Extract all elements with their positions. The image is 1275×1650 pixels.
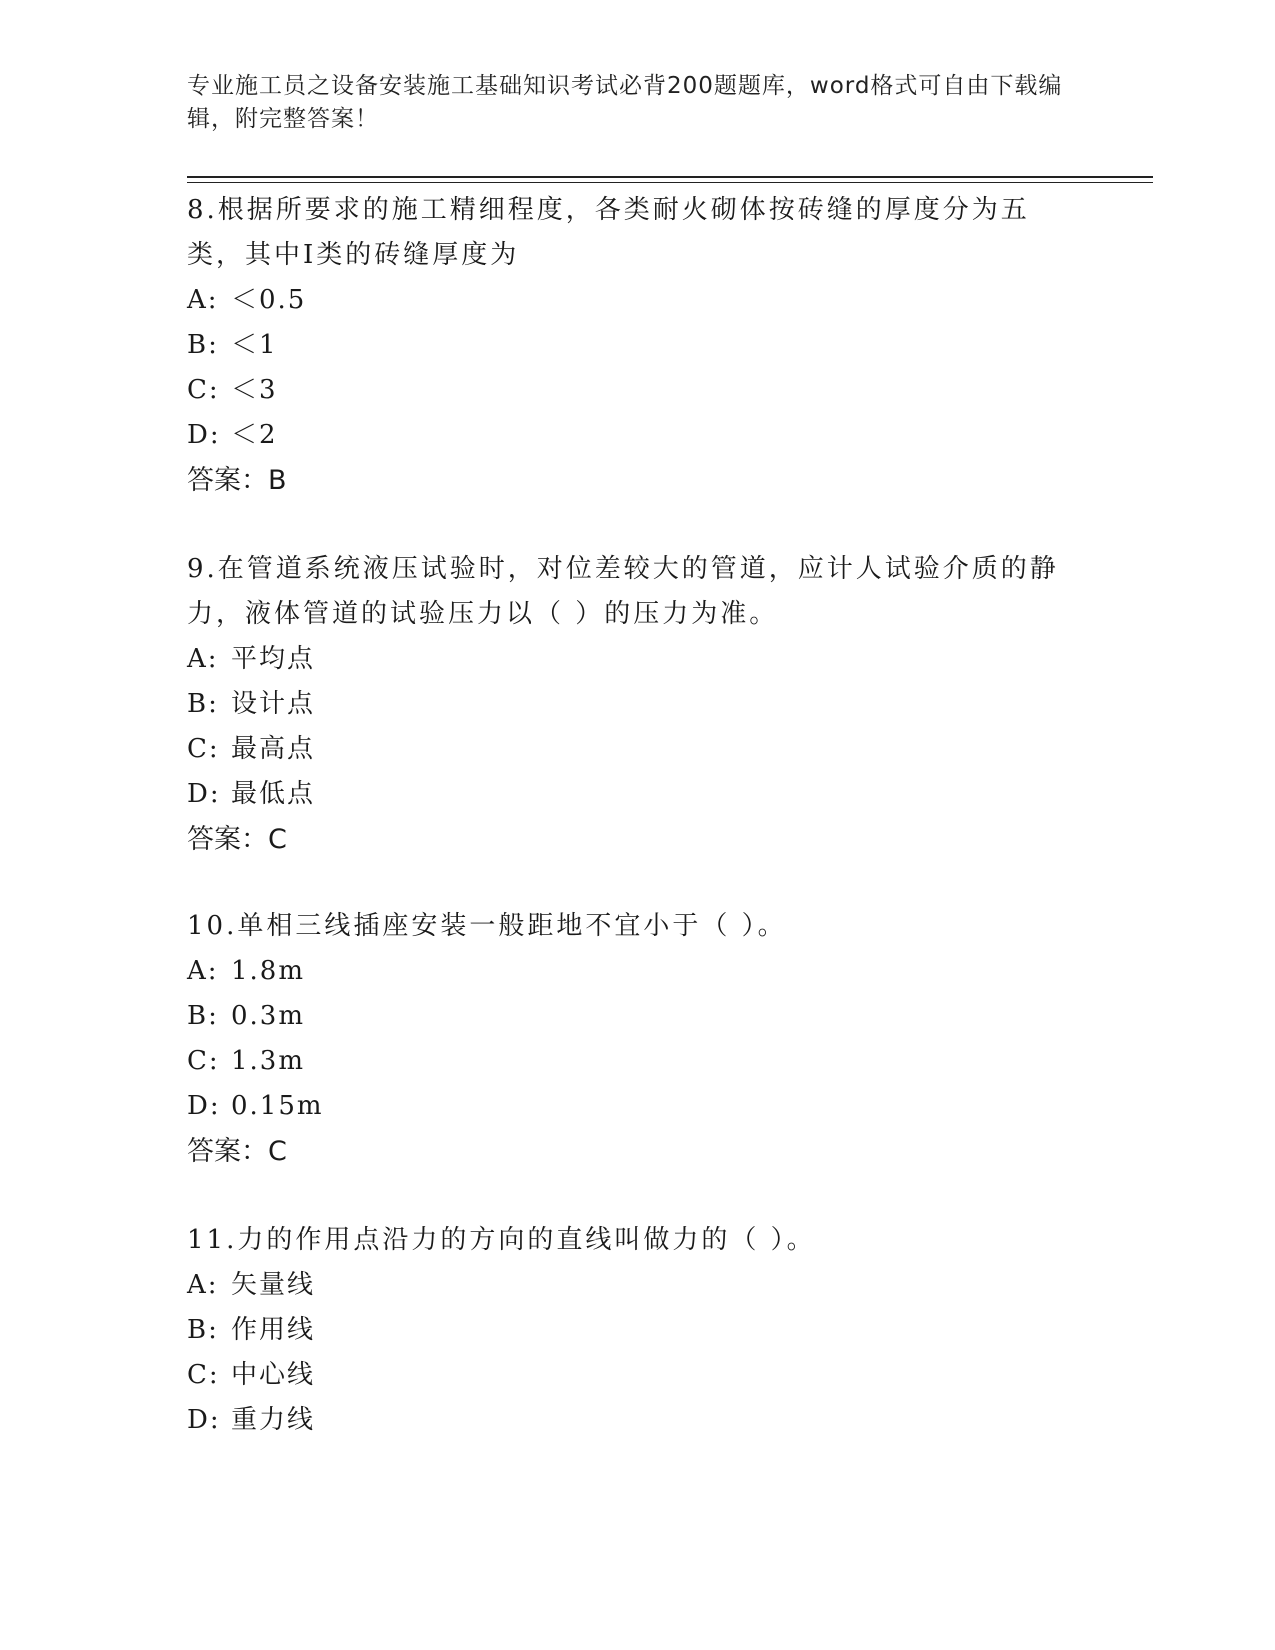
option-d: D: 重力线: [187, 1405, 316, 1435]
answer-line: 答案：C: [187, 824, 287, 855]
option-b: B: 0.3m: [187, 1001, 306, 1031]
question-9: [187, 547, 1067, 862]
question-11: [187, 1218, 1067, 1443]
option-c: C: 1.3m: [187, 1046, 306, 1076]
option-a: A: ＜0.5: [187, 285, 307, 315]
option-a: A: 平均点: [187, 644, 316, 674]
header-divider-thin: [187, 182, 1153, 183]
option-c: C: 中心线: [187, 1360, 316, 1390]
option-d: D: ＜2: [187, 420, 278, 450]
question-10: [187, 904, 1067, 1174]
header-divider-thick: [187, 176, 1153, 178]
option-b: B: 作用线: [187, 1315, 316, 1345]
option-a: A: 1.8m: [187, 956, 306, 986]
question-8: [187, 188, 1067, 503]
document-header: 专业施工员之设备安装施工基础知识考试必背200题题库，word格式可自由下载编辑，附完整答案！: [187, 73, 1063, 132]
question-stem: 11.力的作用点沿力的方向的直线叫做力的（ ）。: [187, 1225, 816, 1255]
option-b: B: 设计点: [187, 689, 316, 719]
question-stem: 9.在管道系统液压试验时，对位差较大的管道，应计人试验介质的静力，液体管道的试验压力以（ ）的压力为准。: [187, 554, 1059, 629]
option-c: C: 最高点: [187, 734, 316, 764]
answer-line: 答案：B: [187, 465, 287, 496]
question-stem: 10.单相三线插座安装一般距地不宜小于（ ）。: [187, 911, 787, 941]
option-a: A: 矢量线: [187, 1270, 316, 1300]
option-d: D: 最低点: [187, 779, 316, 809]
option-c: C: ＜3: [187, 375, 278, 405]
question-stem: 8.根据所要求的施工精细程度，各类耐火砌体按砖缝的厚度分为五类，其中Ⅰ类的砖缝厚度为: [187, 195, 1030, 270]
answer-line: 答案：C: [187, 1136, 287, 1167]
option-d: D: 0.15m: [187, 1091, 324, 1121]
option-b: B: ＜1: [187, 330, 278, 360]
